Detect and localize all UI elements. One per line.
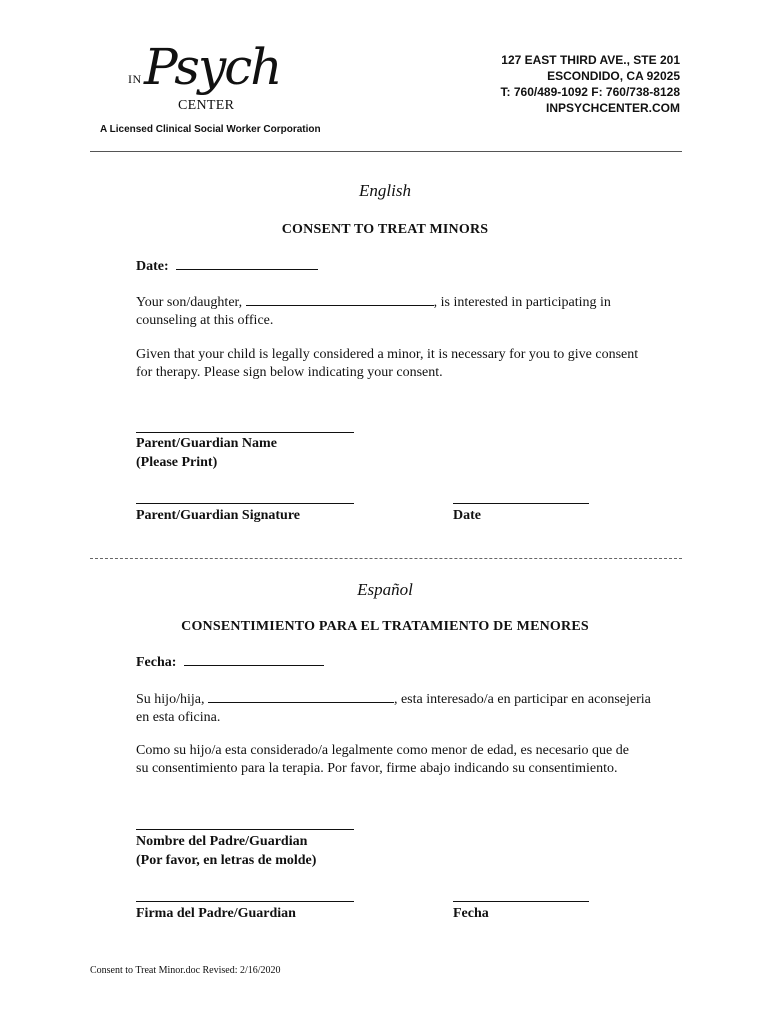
phone-fax: T: 760/489-1092 F: 760/738-8128 (500, 85, 680, 99)
english-para1 (136, 293, 696, 330)
signature-date-line[interactable] (453, 503, 589, 504)
logo-psych: Psych (144, 38, 281, 96)
website: INPSYCHCENTER.COM (545, 101, 680, 115)
english-para2 (136, 346, 696, 382)
para1-line2-es: en esta oficina. (136, 710, 221, 725)
fecha-signature-label: Fecha (453, 906, 489, 921)
spanish-title: CONSENTIMIENTO PARA EL TRATAMIENTO DE MENORES (181, 619, 589, 634)
logo-center: CENTER (178, 98, 235, 113)
padre-name-line[interactable] (136, 829, 354, 830)
spanish-para1 (136, 690, 696, 727)
address-line1: 127 EAST THIRD AVE., STE 201 (501, 53, 680, 67)
para1-line2: counseling at this office. (136, 313, 274, 328)
english-heading: English (359, 181, 411, 200)
padre-signature-line[interactable] (136, 901, 354, 902)
parent-signature-label: Parent/Guardian Signature (136, 508, 301, 523)
date-label: Date: (136, 259, 169, 274)
parent-name-label (136, 434, 277, 472)
name-label-1-es: Nombre del Padre/Guardian (136, 834, 308, 849)
para2-line1-es: Como su hijo/a esta considerado/a legalmente como menor de edad, es necesario que de (136, 743, 629, 758)
address-line2: ESCONDIDO, CA 92025 (547, 69, 680, 83)
company-tagline: A Licensed Clinical Social Worker Corporation (100, 124, 321, 135)
spanish-heading: Español (357, 580, 413, 599)
english-date-row (136, 257, 318, 275)
fecha-signature-line[interactable] (453, 901, 589, 902)
company-logo (118, 38, 281, 122)
section-divider (90, 558, 682, 559)
child-name-blank[interactable] (246, 293, 434, 306)
footer-revision: Consent to Treat Minor.doc Revised: 2/16/2020 (90, 965, 281, 976)
para1-prefix: Your son/daughter, (136, 295, 246, 310)
fecha-blank[interactable] (184, 653, 324, 666)
para1-suffix-es: , esta interesado/a en participar en aconsejeria (393, 692, 651, 707)
para1-prefix-es: Su hijo/hija, (136, 692, 208, 707)
para2-line2-es: su consentimiento para la terapia. Por favor, firme abajo indicando su consentimiento. (136, 761, 618, 776)
spanish-date-row (136, 653, 324, 671)
date-blank[interactable] (176, 257, 318, 270)
name-label-2: (Please Print) (136, 455, 218, 470)
name-label-2-es: (Por favor, en letras de molde) (136, 853, 317, 868)
para2-line2: for therapy. Please sign below indicating your consent. (136, 365, 443, 380)
parent-name-line[interactable] (136, 432, 354, 433)
name-label-1: Parent/Guardian Name (136, 436, 277, 451)
padre-name-label (136, 832, 316, 870)
company-address (501, 52, 680, 116)
parent-signature-line[interactable] (136, 503, 354, 504)
spanish-para2 (136, 742, 696, 778)
signature-date-label: Date (453, 508, 481, 523)
logo-in: IN (128, 72, 142, 86)
fecha-label: Fecha: (136, 655, 177, 670)
child-name-blank-es[interactable] (208, 690, 394, 703)
header-divider (90, 151, 682, 152)
para2-line1: Given that your child is legally considered a minor, it is necessary for you to give consent (136, 347, 639, 362)
para1-suffix: , is interested in participating in (433, 295, 611, 310)
english-title: CONSENT TO TREAT MINORS (281, 222, 489, 237)
padre-signature-label: Firma del Padre/Guardian (136, 906, 296, 921)
